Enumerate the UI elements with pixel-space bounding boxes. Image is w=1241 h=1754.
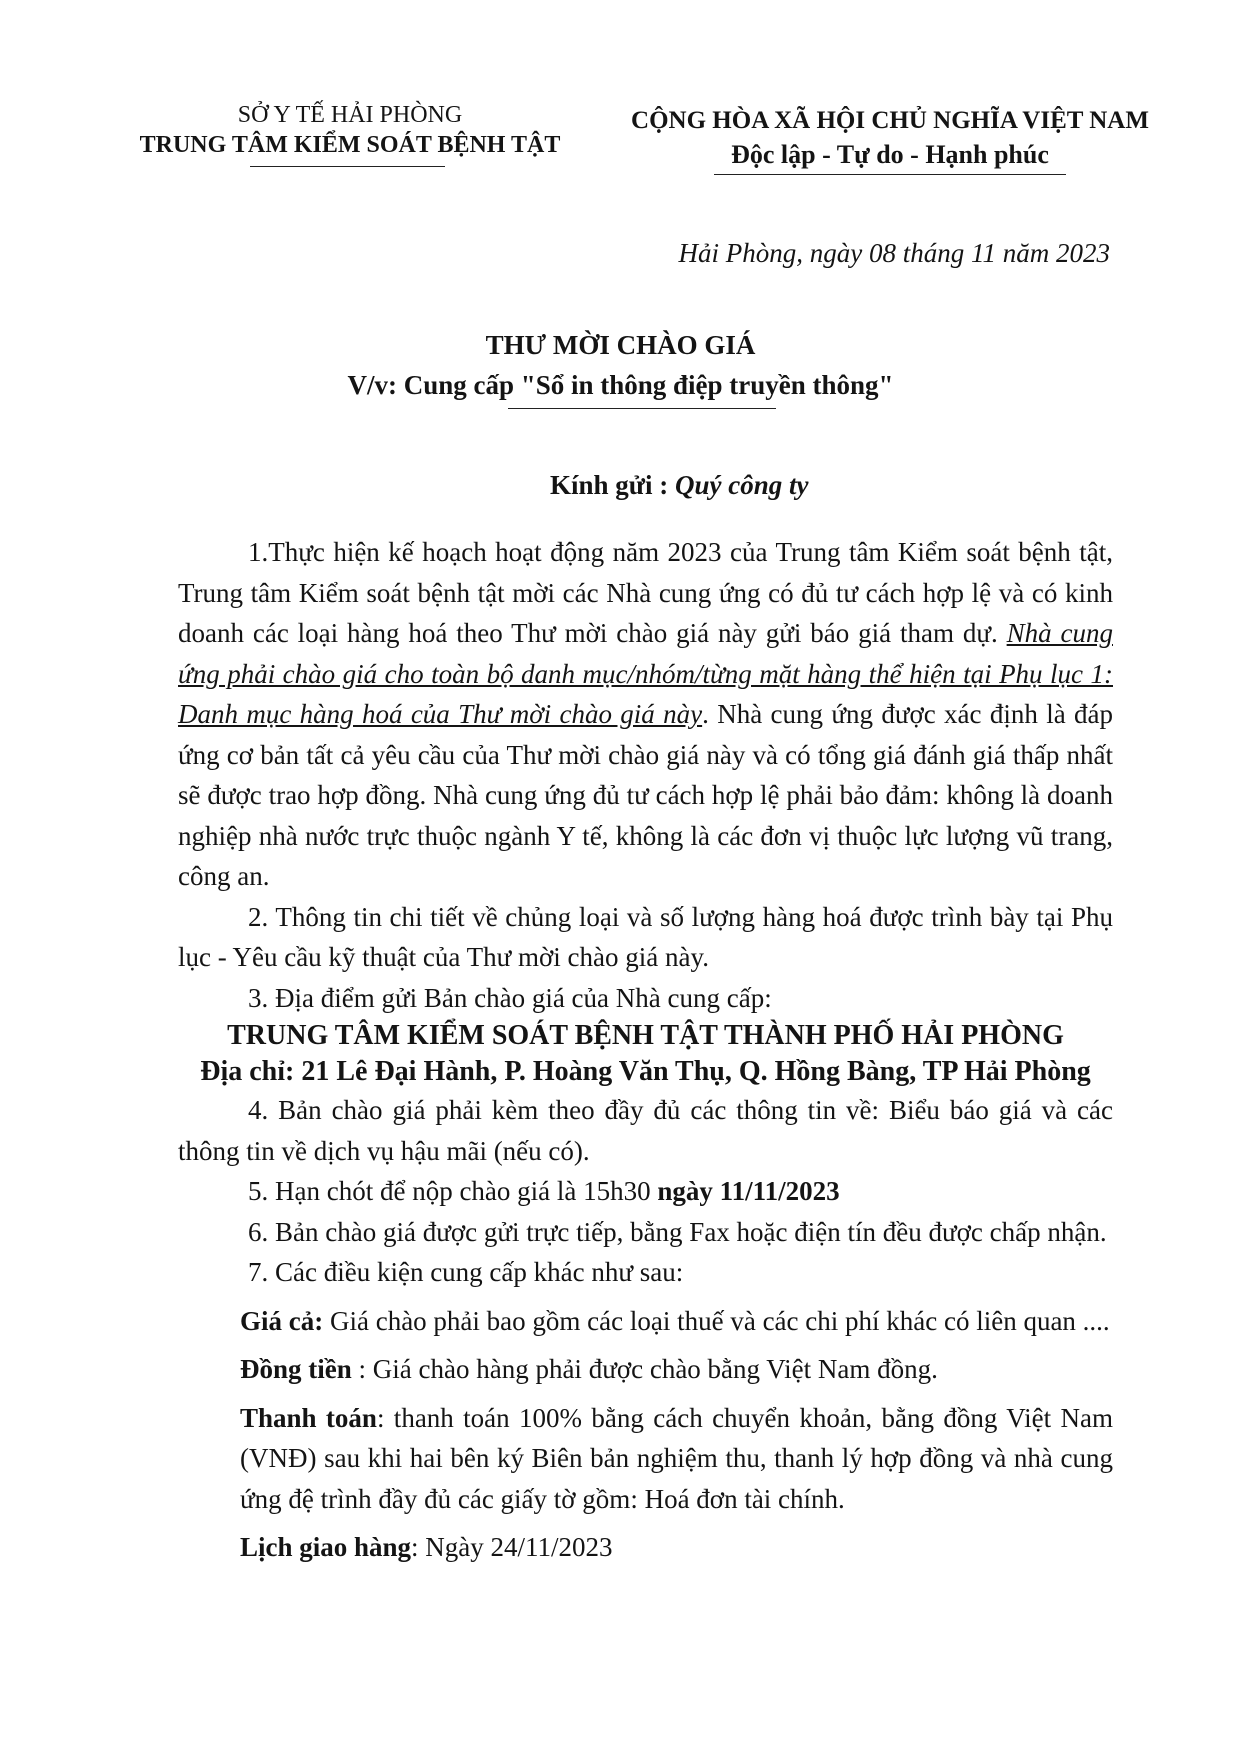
item-1-intro: 1.Thực hiện kế hoạch hoạt động năm 2023 của Trung tâm Kiểm soát bệnh tật, Trung tâm Kiểm soát bệnh tật mời các Nhà cung ứng có đủ tư cách hợp lệ và có kinh doanh các loại hàng hoá theo Thư mời chào giá này gửi báo giá tham dự. <box>178 537 1113 648</box>
condition-currency <box>178 1349 1113 1390</box>
item-1-rest: . Nhà cung ứng được xác định là đáp ứng cơ bản tất cả yêu cầu của Thư mời chào giá này và có tổng giá đánh giá thấp nhất sẽ được trao hợp đồng. Nhà cung ứng đủ tư cách hợp lệ phải bảo đảm: không là doanh nghiệp nhà nước trực thuộc ngành Y tế, không là các đơn vị thuộc lực lượng vũ trang, công an. <box>178 699 1114 891</box>
condition-payment-label: Thanh toán <box>240 1402 377 1433</box>
recipient-org: TRUNG TÂM KIỂM SOÁT BỆNH TẬT THÀNH PHỐ HẢI PHÒNG <box>227 1020 1064 1051</box>
condition-delivery-label: Lịch giao hàng <box>240 1532 412 1562</box>
issuer-block <box>120 100 580 160</box>
greeting-label: Kính gửi : <box>550 470 675 500</box>
condition-price-label: Giá cả: <box>240 1305 324 1336</box>
condition-price <box>178 1301 1113 1342</box>
motto-underline <box>714 174 1066 175</box>
item-7: 7. Các điều kiện cung cấp khác như sau: <box>248 1257 684 1287</box>
greeting <box>550 470 808 501</box>
item-5 <box>178 1171 1113 1212</box>
condition-payment <box>178 1398 1113 1520</box>
document-title: THƯ MỜI CHÀO GIÁ <box>485 330 756 360</box>
country-name: CỘNG HÒA XÃ HỘI CHỦ NGHĨA VIỆT NAM <box>631 107 1149 134</box>
greeting-recipient: Quý công ty <box>674 470 809 500</box>
condition-delivery <box>178 1527 1113 1568</box>
issuer-underline <box>250 166 445 167</box>
item-1-requirement: Nhà cung ứng phải chào giá cho toàn bộ danh mục/nhóm/từng mặt hàng thể hiện tại Phụ lục 1: Danh mục hàng hoá của Thư mời chào giá này <box>178 618 1113 729</box>
subject-underline <box>508 408 776 409</box>
item-1 <box>178 532 1113 897</box>
date-line: Hải Phòng, ngày 08 tháng 11 năm 2023 <box>678 238 1110 268</box>
document-subject: V/v: Cung cấp "Sổ in thông điệp truyền thông" <box>347 370 894 400</box>
condition-price-text: Giá chào phải bao gồm các loại thuế và các chi phí khác có liên quan .... <box>323 1305 1110 1336</box>
issuer-name: TRUNG TÂM KIỂM SOÁT BỆNH TẬT <box>139 132 561 158</box>
item-5-text: 5. Hạn chót để nộp chào giá là 15h30 <box>248 1176 658 1206</box>
issuer-parent: SỞ Y TẾ HẢI PHÒNG <box>237 102 463 128</box>
condition-payment-text: : thanh toán 100% bằng cách chuyển khoản, bằng đồng Việt Nam (VNĐ) sau khi hai bên ký Biên bản nghiệm thu, thanh lý hợp đồng và nhà cung ứng đệ trình đầy đủ các giấy tờ gồm: Hoá đơn tài chính. <box>240 1402 1113 1514</box>
item-6: 6. Bản chào giá được gửi trực tiếp, bằng Fax hoặc điện tín đều được chấp nhận. <box>248 1216 1107 1247</box>
condition-delivery-text: : Ngày 24/11/2023 <box>411 1532 613 1562</box>
motto: Độc lập - Tự do - Hạnh phúc <box>731 140 1049 169</box>
condition-currency-text: : Giá chào hàng phải được chào bằng Việt Nam đồng. <box>351 1354 938 1384</box>
item-2: 2. Thông tin chi tiết về chủng loại và số lượng hàng hoá được trình bày tại Phụ lục - Yêu cầu kỹ thuật của Thư mời chào giá này. <box>178 901 1113 972</box>
item-4: 4. Bản chào giá phải kèm theo đầy đủ các thông tin về: Biểu báo giá và các thông tin về dịch vụ hậu mãi (nếu có). <box>178 1095 1113 1166</box>
recipient-address: Địa chỉ: 21 Lê Đại Hành, P. Hoàng Văn Thụ, Q. Hồng Bàng, TP Hải Phòng <box>200 1056 1091 1087</box>
item-5-deadline: ngày 11/11/2023 <box>657 1176 840 1206</box>
letter-body <box>178 532 1113 1568</box>
item-3: 3. Địa điểm gửi Bản chào giá của Nhà cung cấp: <box>248 982 772 1013</box>
condition-currency-label: Đồng tiền <box>240 1354 352 1384</box>
national-header <box>620 106 1160 170</box>
